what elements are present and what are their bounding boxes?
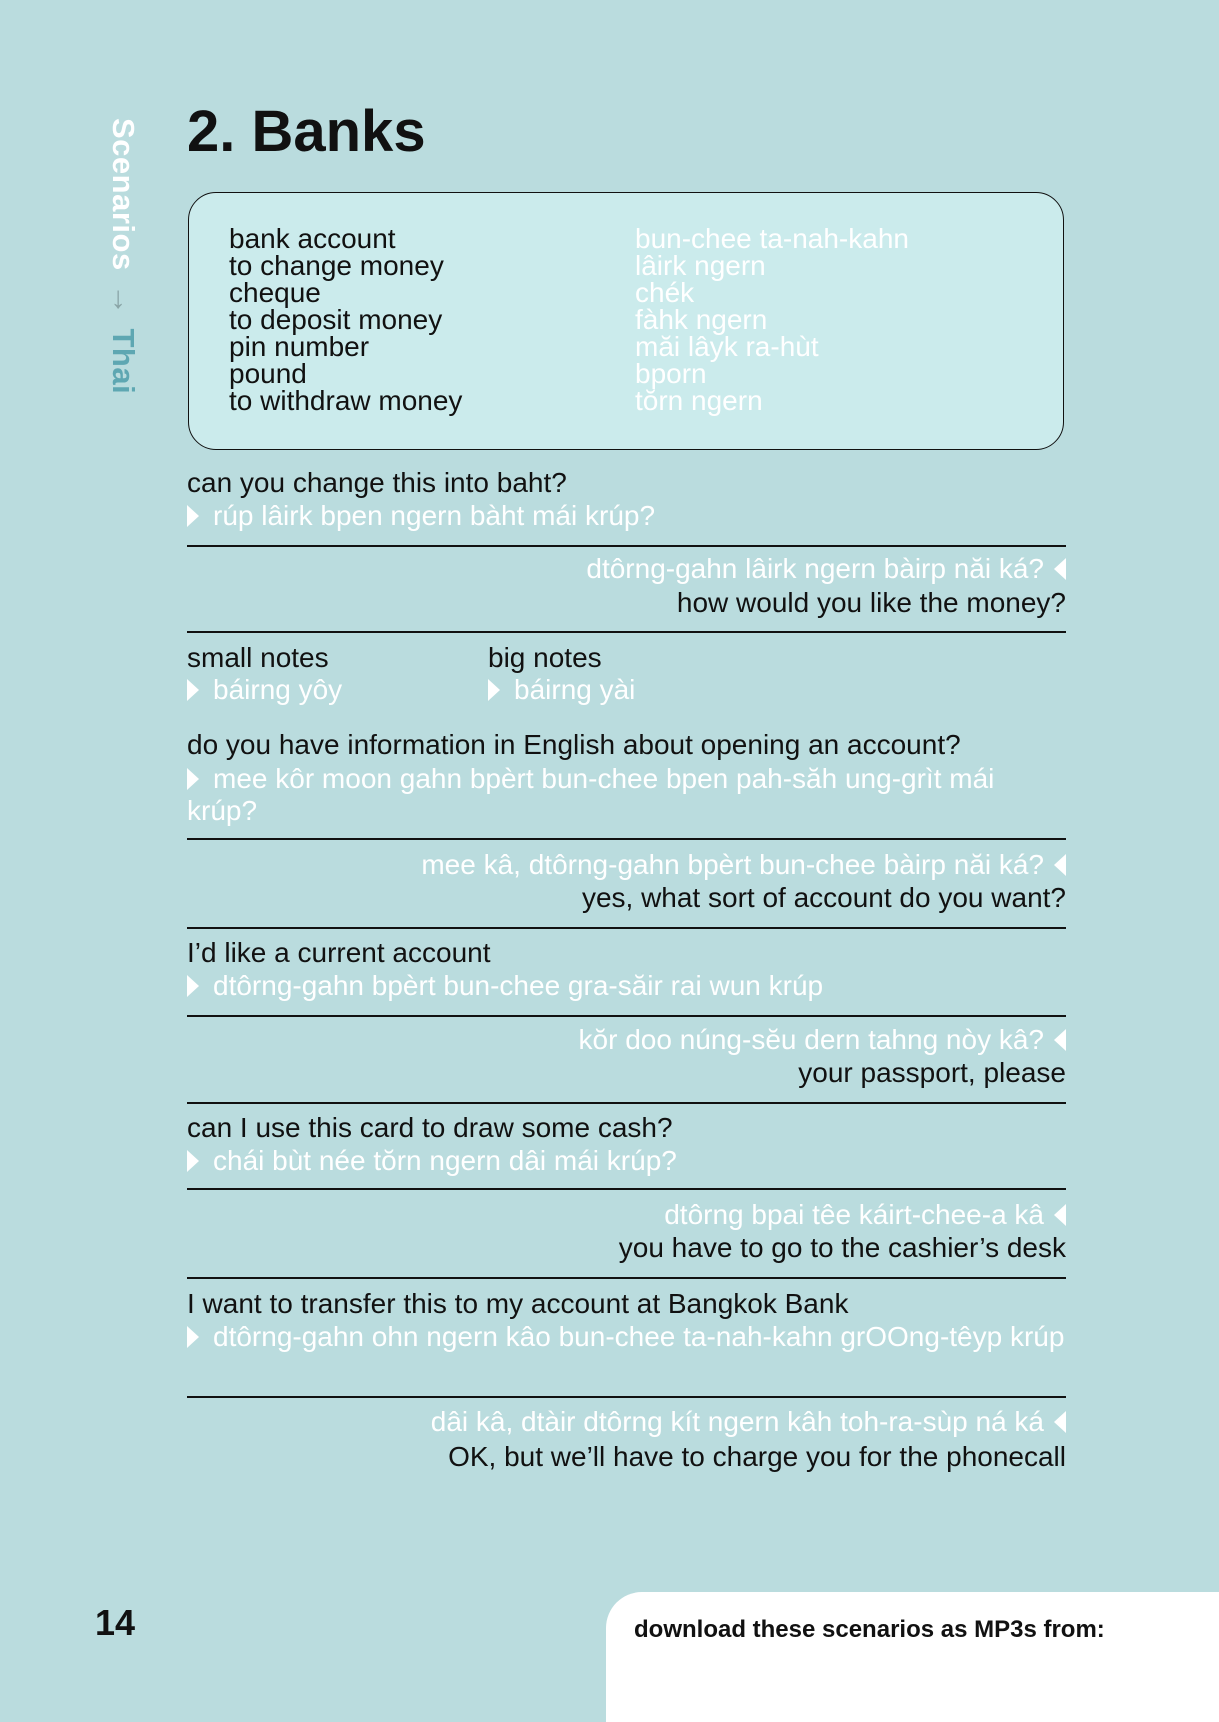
phrase-thai <box>187 1145 677 1177</box>
phrase-english: I want to transfer this to my account at Bangkok Bank <box>187 1288 849 1319</box>
divider <box>187 1188 1066 1190</box>
vocab-thai: bporn <box>635 358 707 389</box>
vocab-row <box>229 387 1043 414</box>
phrase-english: do you have information in English about opening an account? <box>187 729 961 760</box>
phrase-thai-text: báirng yài <box>514 674 636 705</box>
play-triangle-icon <box>1054 558 1066 580</box>
play-triangle-icon <box>1054 1411 1066 1433</box>
play-triangle-icon <box>1054 1029 1066 1051</box>
play-triangle-icon <box>1054 854 1066 876</box>
footer-download-text: download these scenarios as MP3s from: <box>634 1616 1105 1643</box>
response-thai <box>586 553 1066 585</box>
phrase-thai <box>187 500 655 532</box>
vocab-english: pound <box>229 358 307 389</box>
side-label-scenarios: Scenarios <box>106 118 141 271</box>
play-triangle-icon <box>187 505 199 527</box>
response-thai-text: dtôrng-gahn lâirk ngern bàirp năi ká? <box>586 553 1044 584</box>
phrase-thai <box>488 674 635 706</box>
divider <box>187 545 1066 547</box>
phrase-english: small notes <box>187 642 329 673</box>
response-english: how would you like the money? <box>676 587 1066 618</box>
vocab-row <box>229 333 1043 360</box>
play-triangle-icon <box>1054 1204 1066 1226</box>
response-thai-text: dâi kâ, dtàir dtôrng kít ngern kâh toh-ra-sùp ná ká <box>430 1406 1044 1437</box>
vocab-row <box>229 225 1043 252</box>
vocab-row <box>229 279 1043 306</box>
response-thai <box>431 1406 1066 1438</box>
vocab-thai: măi lâyk ra-hùt <box>635 331 819 362</box>
play-triangle-icon <box>187 975 199 997</box>
vocab-thai: tŏrn ngern <box>635 385 763 416</box>
phrase-thai <box>187 1321 1067 1353</box>
response-english: your passport, please <box>798 1057 1066 1088</box>
divider <box>187 1102 1066 1104</box>
phrase-thai-text: báirng yôy <box>213 674 343 705</box>
response-english: you have to go to the cashier’s desk <box>618 1232 1066 1263</box>
vocab-thai: bun-chee ta-nah-kahn <box>635 223 909 254</box>
side-label-language: Thai <box>106 328 141 395</box>
phrase-thai-text: rúp lâirk bpen ngern bàht mái krúp? <box>213 500 656 531</box>
vocabulary-box <box>188 192 1064 450</box>
phrase-thai-text: chái bùt née tŏrn ngern dâi mái krúp? <box>213 1145 677 1176</box>
response-thai <box>664 1199 1066 1231</box>
phrase-thai <box>187 763 1067 827</box>
divider <box>187 838 1066 840</box>
phrase-english: can I use this card to draw some cash? <box>187 1112 673 1143</box>
divider <box>187 1396 1066 1398</box>
divider <box>187 927 1066 929</box>
phrase-thai-text: dtôrng-gahn bpèrt bun-chee gra-săir rai wun krúp <box>213 970 824 1001</box>
page-number: 14 <box>95 1602 136 1643</box>
play-triangle-icon <box>187 1326 199 1348</box>
response-thai <box>421 849 1066 881</box>
section-side-label <box>108 118 139 394</box>
vocab-english: to withdraw money <box>229 385 463 416</box>
phrase-thai-text: dtôrng-gahn ohn ngern kâo bun-chee ta-nah-kahn grOOng-têyp krúp <box>213 1321 1065 1352</box>
divider <box>187 1015 1066 1017</box>
vocab-english: to deposit money <box>229 304 443 335</box>
phrase-thai <box>187 674 342 706</box>
phrase-english: can you change this into baht? <box>187 467 567 498</box>
response-thai-text: dtôrng bpai têe káirt-chee-a kâ <box>664 1199 1044 1230</box>
vocab-thai: lâirk ngern <box>635 250 766 281</box>
play-triangle-icon <box>187 679 199 701</box>
phrase-thai <box>187 970 823 1002</box>
phrase-thai-text: mee kôr moon gahn bpèrt bun-chee bpen pah-săh ung-grìt mái krúp? <box>187 763 995 826</box>
arrow-icon: → <box>106 283 141 316</box>
play-triangle-icon <box>187 768 199 790</box>
vocab-thai: fàhk ngern <box>635 304 768 335</box>
page-title: 2. Banks <box>187 99 426 164</box>
play-triangle-icon <box>187 1150 199 1172</box>
divider <box>187 631 1066 633</box>
response-thai-text: kŏr doo núng-sĕu dern tahng nòy kâ? <box>578 1024 1044 1055</box>
footer-panel <box>606 1592 1219 1722</box>
response-thai-text: mee kâ, dtôrng-gahn bpèrt bun-chee bàirp năi ká? <box>421 849 1044 880</box>
phrase-english: big notes <box>488 642 602 673</box>
phrase-english: I’d like a current account <box>187 937 491 968</box>
play-triangle-icon <box>488 679 500 701</box>
vocab-row <box>229 306 1043 333</box>
vocab-english: to change money <box>229 250 444 281</box>
vocab-thai: chék <box>635 277 695 308</box>
vocab-english: cheque <box>229 277 321 308</box>
vocab-english: bank account <box>229 223 396 254</box>
response-english: OK, but we’ll have to charge you for the phonecall <box>448 1441 1066 1472</box>
vocab-row <box>229 252 1043 279</box>
vocab-english: pin number <box>229 331 370 362</box>
response-thai <box>579 1024 1066 1056</box>
response-english: yes, what sort of account do you want? <box>581 882 1066 913</box>
vocab-row <box>229 360 1043 387</box>
divider <box>187 1277 1066 1279</box>
